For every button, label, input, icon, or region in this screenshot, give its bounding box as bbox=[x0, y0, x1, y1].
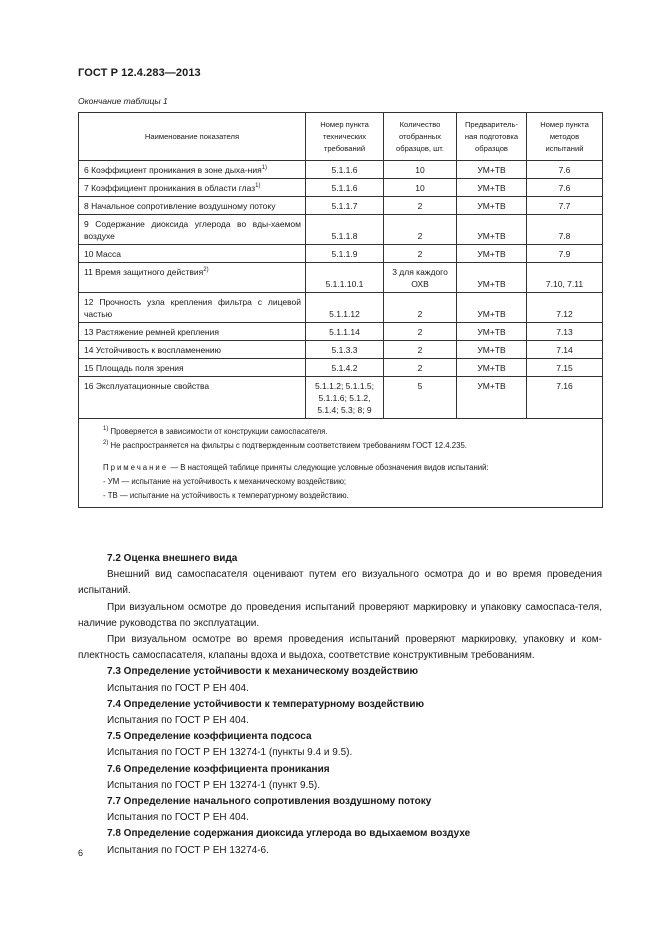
indicators-table bbox=[78, 112, 603, 508]
indicator-name-cell: 14 Устойчивость к воспламенению bbox=[79, 341, 306, 359]
section-heading: 7.7 Определение начального сопротивления воздушному потоку bbox=[107, 796, 432, 808]
method-cell: 7.7 bbox=[527, 197, 603, 215]
column-header: Номер пункта методов испытаний bbox=[527, 113, 603, 161]
clause-cell: 5.1.1.14 bbox=[306, 323, 384, 341]
quantity-cell: 2 bbox=[384, 293, 457, 323]
method-cell: 7.13 bbox=[527, 323, 603, 341]
quantity-cell: 2 bbox=[384, 323, 457, 341]
section-heading: 7.3 Определение устойчивости к механическому воздействию bbox=[107, 666, 419, 678]
quantity-cell: 10 bbox=[384, 161, 457, 179]
method-cell: 7.12 bbox=[527, 293, 603, 323]
table-notes bbox=[79, 419, 603, 508]
indicator-name-cell: 8 Начальное сопротивление воздушному потоку bbox=[79, 197, 306, 215]
section-heading: 7.6 Определение коэффициента проникания bbox=[107, 763, 330, 775]
preparation-cell: УМ+ТВ bbox=[457, 341, 527, 359]
paragraph: Испытания по ГОСТ Р ЕН 404. bbox=[107, 812, 249, 824]
footnote: $^{2)}$ Не распространяется на фильтры с подтвержденным соответствием требованиям ГОСТ 12.4.235. bbox=[103, 440, 467, 450]
indicator-name-cell: 15 Площадь поля зрения bbox=[79, 359, 306, 377]
table-row bbox=[79, 197, 603, 215]
table-row bbox=[79, 179, 603, 197]
method-cell: 7.15 bbox=[527, 359, 603, 377]
quantity-cell: 2 bbox=[384, 197, 457, 215]
clause-cell: 5.1.1.6 bbox=[306, 179, 384, 197]
clause-cell: 5.1.1.9 bbox=[306, 245, 384, 263]
note-item: - ТВ — испытание на устойчивость к температурному воздействию. bbox=[103, 491, 349, 500]
method-cell: 7.9 bbox=[527, 245, 603, 263]
paragraph: Испытания по ГОСТ Р ЕН 404. bbox=[107, 682, 249, 694]
indicator-name-cell: 9 Содержание диоксида углерода во вды-хаемом воздухе bbox=[79, 215, 306, 245]
quantity-cell: 2 bbox=[384, 341, 457, 359]
indicators-table-wrapper bbox=[78, 112, 602, 508]
paragraph: Испытания по ГОСТ Р ЕН 404. bbox=[107, 715, 249, 727]
method-cell: 7.10, 7.11 bbox=[527, 263, 603, 293]
document-body bbox=[78, 551, 602, 859]
section-heading: 7.5 Определение коэффициента подсоса bbox=[107, 731, 312, 743]
preparation-cell: УМ+ТВ bbox=[457, 263, 527, 293]
preparation-cell: УМ+ТВ bbox=[457, 161, 527, 179]
preparation-cell: УМ+ТВ bbox=[457, 179, 527, 197]
quantity-cell: 2 bbox=[384, 359, 457, 377]
quantity-cell: 3 для каждого ОХВ bbox=[384, 263, 457, 293]
footnote: $^{1)}$ Проверяется в зависимости от конструкции самоспасателя. bbox=[103, 426, 328, 436]
method-cell: 7.16 bbox=[527, 377, 603, 419]
preparation-cell: УМ+ТВ bbox=[457, 323, 527, 341]
preparation-cell: УМ+ТВ bbox=[457, 215, 527, 245]
table-row bbox=[79, 293, 603, 323]
column-header: Количество отобранных образцов, шт. bbox=[384, 113, 457, 161]
method-cell: 7.6 bbox=[527, 179, 603, 197]
table-row bbox=[79, 359, 603, 377]
clause-cell: 5.1.4.2 bbox=[306, 359, 384, 377]
table-row bbox=[79, 341, 603, 359]
clause-cell: 5.1.1.10.1 bbox=[306, 263, 384, 293]
paragraph: При визуальном осмотре до проведения испытаний проверяют маркировку и упаковку самоспаса-теля, наличие руководства по эксплуатации. bbox=[78, 601, 602, 629]
preparation-cell: УМ+ТВ bbox=[457, 359, 527, 377]
indicator-name-cell: 7 Коэффициент проникания в области глаз$^{1)}$ bbox=[79, 179, 306, 197]
table-row bbox=[79, 161, 603, 179]
indicator-name-cell: 10 Масса bbox=[79, 245, 306, 263]
column-header: Наименование показателя bbox=[79, 113, 306, 161]
method-cell: 7.8 bbox=[527, 215, 603, 245]
note-item: - УМ — испытание на устойчивость к механическому воздействию; bbox=[103, 477, 347, 486]
clause-cell: 5.1.1.12 bbox=[306, 293, 384, 323]
table-header-row bbox=[79, 113, 603, 161]
section-heading: 7.8 Определение содержания диоксида углерода во вдыхаемом воздухе bbox=[107, 828, 471, 840]
table-caption: Окончание таблицы 1 bbox=[78, 96, 168, 106]
table-row bbox=[79, 215, 603, 245]
table-row bbox=[79, 377, 603, 419]
clause-cell: 5.1.1.2; 5.1.1.5; 5.1.1.6; 5.1.2, 5.1.4; 5.3; 8; 9 bbox=[306, 377, 384, 419]
document-title: ГОСТ Р 12.4.283—2013 bbox=[78, 67, 201, 79]
table-row bbox=[79, 323, 603, 341]
table-footer-row bbox=[79, 419, 603, 508]
indicator-name-cell: 11 Время защитного действия$^{2)}$ bbox=[79, 263, 306, 293]
quantity-cell: 5 bbox=[384, 377, 457, 419]
paragraph: Внешний вид самоспасателя оценивают путем его визуального осмотра до и во время проведения испытаний. bbox=[78, 569, 602, 597]
column-header: Предваритель-ная подготовка образцов bbox=[457, 113, 527, 161]
indicator-name-cell: 6 Коэффициент проникания в зоне дыха-ния$^{1)}$ bbox=[79, 161, 306, 179]
method-cell: 7.6 bbox=[527, 161, 603, 179]
paragraph: Испытания по ГОСТ Р ЕН 13274-1 (пункты 9.4 и 9.5). bbox=[107, 747, 353, 759]
paragraph: Испытания по ГОСТ Р ЕН 13274-1 (пункт 9.5). bbox=[107, 779, 321, 791]
clause-cell: 5.1.1.6 bbox=[306, 161, 384, 179]
clause-cell: 5.1.1.8 bbox=[306, 215, 384, 245]
table-row bbox=[79, 245, 603, 263]
indicator-name-cell: 13 Растяжение ремней крепления bbox=[79, 323, 306, 341]
preparation-cell: УМ+ТВ bbox=[457, 245, 527, 263]
clause-cell: 5.1.1.7 bbox=[306, 197, 384, 215]
method-cell: 7.14 bbox=[527, 341, 603, 359]
paragraph: При визуальном осмотре во время проведения испытаний проверяют маркировку, упаковку и ком-плектность самоспасателя, клапаны вдоха и выдоха, соответствие конструктивным требованиям. bbox=[78, 634, 602, 662]
indicator-name-cell: 16 Эксплуатационные свойства bbox=[79, 377, 306, 419]
quantity-cell: 10 bbox=[384, 179, 457, 197]
column-header: Номер пункта технических требований bbox=[306, 113, 384, 161]
table-row bbox=[79, 263, 603, 293]
clause-cell: 5.1.3.3 bbox=[306, 341, 384, 359]
quantity-cell: 2 bbox=[384, 215, 457, 245]
section-heading: 7.4 Определение устойчивости к температурному воздействию bbox=[107, 698, 425, 710]
paragraph: Испытания по ГОСТ Р ЕН 13274-6. bbox=[107, 844, 269, 856]
preparation-cell: УМ+ТВ bbox=[457, 377, 527, 419]
note: Примечание — В настоящей таблице приняты следующие условные обозначения видов испытаний: bbox=[103, 463, 489, 472]
page-number: 6 bbox=[78, 848, 84, 858]
quantity-cell: 2 bbox=[384, 245, 457, 263]
section-heading: 7.2 Оценка внешнего вида bbox=[107, 553, 238, 564]
indicator-name-cell: 12 Прочность узла крепления фильтра с лицевой частью bbox=[79, 293, 306, 323]
preparation-cell: УМ+ТВ bbox=[457, 197, 527, 215]
preparation-cell: УМ+ТВ bbox=[457, 293, 527, 323]
